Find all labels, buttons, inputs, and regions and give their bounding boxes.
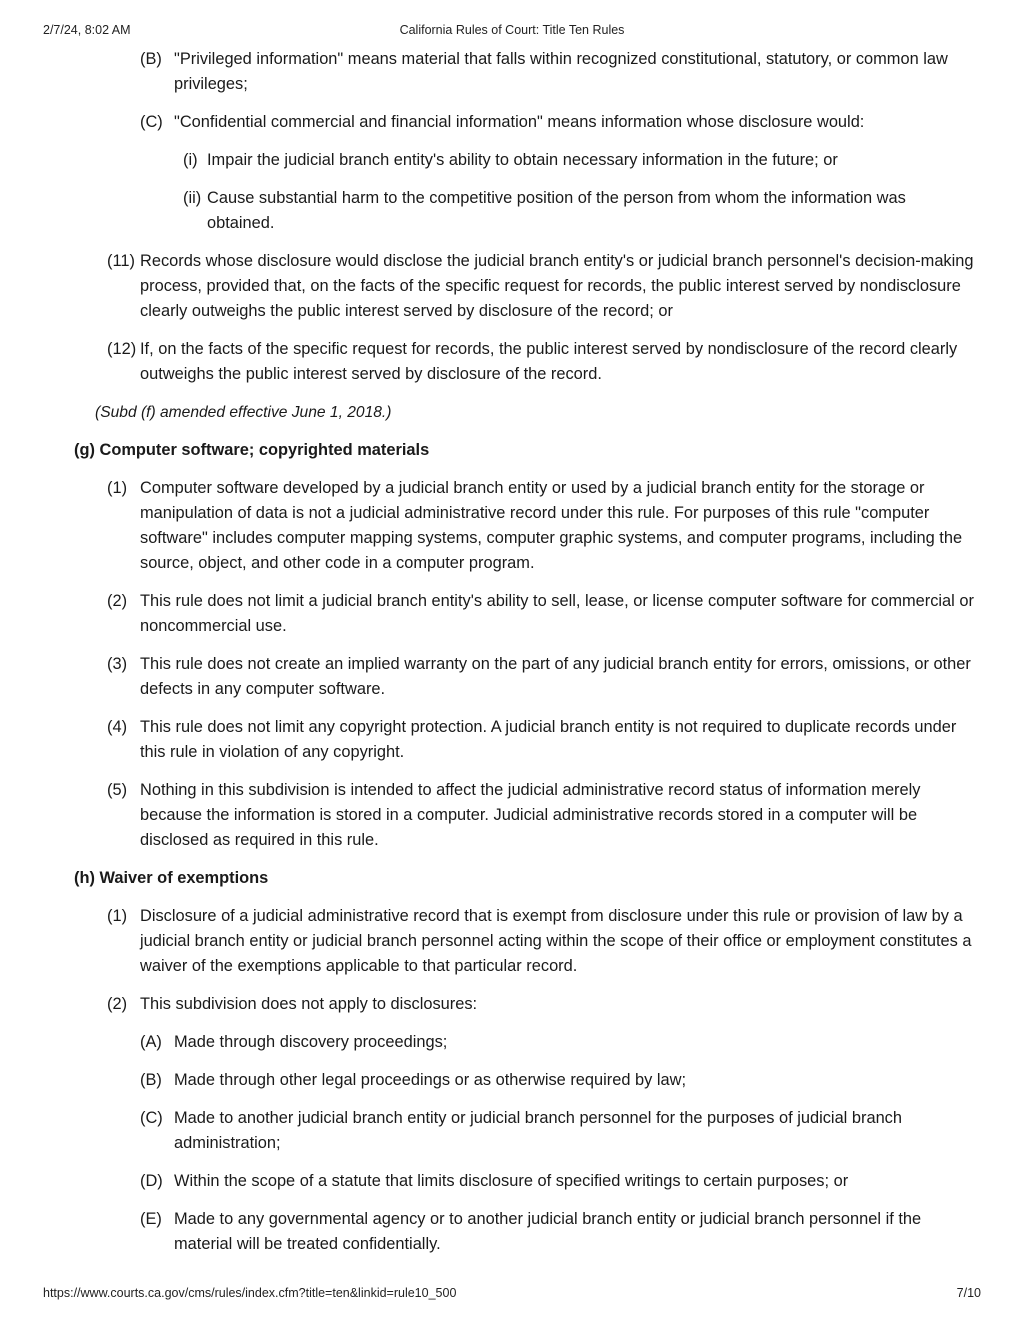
item-text: Made to another judicial branch entity or judicial branch personnel for the purposes of judicial branch administration; (174, 1109, 902, 1152)
list-item (0, 1169, 1024, 1194)
item-text: This rule does not limit any copyright protection. A judicial branch entity is not required to duplicate records under this rule in violation of any copyright. (140, 718, 957, 761)
item-text: This subdivision does not apply to disclosures: (140, 995, 478, 1013)
item-label: (ii) (183, 189, 202, 207)
item-label: (1) (107, 479, 128, 497)
list-item (0, 904, 1024, 979)
list-item (0, 1068, 1024, 1093)
item-text: Nothing in this subdivision is intended to affect the judicial administrative record status of information merely because the information is stored in a computer. Judicial administrative records stored in a computer will be disclosed as required in this rule. (140, 781, 921, 849)
item-label: (1) (107, 907, 128, 925)
list-item (0, 589, 1024, 639)
list-item (0, 992, 1024, 1017)
item-label: (12) (107, 340, 137, 358)
item-text: Within the scope of a statute that limits disclosure of specified writings to certain purposes; or (174, 1172, 849, 1190)
item-label: (5) (107, 781, 128, 799)
item-label: (3) (107, 655, 128, 673)
item-label: (2) (107, 592, 128, 610)
item-text: "Privileged information" means material that falls within recognized constitutional, statutory, or common law privileges; (174, 50, 948, 93)
list-item (0, 1030, 1024, 1055)
item-text: Cause substantial harm to the competitive position of the person from whom the information was obtained. (207, 189, 906, 232)
list-item (0, 715, 1024, 765)
item-text: Made through other legal proceedings or as otherwise required by law; (174, 1071, 687, 1089)
list-item (0, 249, 1024, 324)
list-item (0, 476, 1024, 576)
list-item (0, 47, 1024, 97)
page-number: 7/10 (956, 1286, 981, 1300)
item-text: Disclosure of a judicial administrative record that is exempt from disclosure under this rule or provision of law by a judicial branch entity or judicial branch personnel acting within the scope of their office or employment constitutes a waiver of the exemptions applicable to that particular record. (140, 907, 972, 975)
item-text: Impair the judicial branch entity's ability to obtain necessary information in the future; or (207, 151, 838, 169)
list-item (0, 778, 1024, 853)
item-label: (4) (107, 718, 128, 736)
print-url: https://www.courts.ca.gov/cms/rules/index.cfm?title=ten&linkid=rule10_500 (43, 1286, 457, 1300)
item-label: (B) (140, 50, 162, 68)
item-text: Made through discovery proceedings; (174, 1033, 448, 1051)
section-heading-g: (g) Computer software; copyrighted materials (74, 441, 430, 459)
item-label: (A) (140, 1033, 162, 1051)
item-label: (2) (107, 995, 128, 1013)
item-label: (i) (183, 151, 198, 169)
item-label: (11) (107, 252, 135, 270)
list-item (0, 148, 1024, 173)
item-label: (B) (140, 1071, 162, 1089)
item-label: (E) (140, 1210, 162, 1228)
list-item (0, 337, 1024, 387)
item-label: (D) (140, 1172, 163, 1190)
item-text: "Confidential commercial and financial information" means information whose disclosure would: (174, 113, 865, 131)
item-text: This rule does not create an implied warranty on the part of any judicial branch entity for errors, omissions, or other defects in any computer software. (140, 655, 971, 698)
list-item (0, 1207, 1024, 1257)
document-body (0, 47, 1024, 1270)
print-title: California Rules of Court: Title Ten Rules (399, 23, 625, 37)
section-heading-h: (h) Waiver of exemptions (74, 869, 269, 887)
item-label: (C) (140, 1109, 163, 1127)
item-label: (C) (140, 113, 163, 131)
print-datetime: 2/7/24, 8:02 AM (43, 23, 131, 37)
item-text: Computer software developed by a judicial branch entity or used by a judicial branch entity for the storage or manipulation of data is not a judicial administrative record under this rule. For purposes of this rule "computer software" includes computer mapping systems, computer graphic systems, and computer programs, including the source, object, and other code in a computer program. (140, 479, 963, 572)
item-text: This rule does not limit a judicial branch entity's ability to sell, lease, or license computer software for commercial or noncommercial use. (140, 592, 974, 635)
list-item (0, 110, 1024, 135)
item-text: Records whose disclosure would disclose the judicial branch entity's or judicial branch personnel's decision-making process, provided that, on the facts of the specific request for records, the public interest served by nondisclosure clearly outweighs the public interest served by disclosure of the record; or (140, 252, 974, 320)
item-text: Made to any governmental agency or to another judicial branch entity or judicial branch personnel if the material will be treated confidentially. (174, 1210, 922, 1253)
list-item (0, 186, 1024, 236)
list-item (0, 652, 1024, 702)
list-item (0, 1106, 1024, 1156)
item-text: If, on the facts of the specific request for records, the public interest served by nondisclosure of the record clearly outweighs the public interest served by disclosure of the record. (140, 340, 958, 383)
amendment-note: (Subd (f) amended effective June 1, 2018.) (95, 404, 392, 421)
